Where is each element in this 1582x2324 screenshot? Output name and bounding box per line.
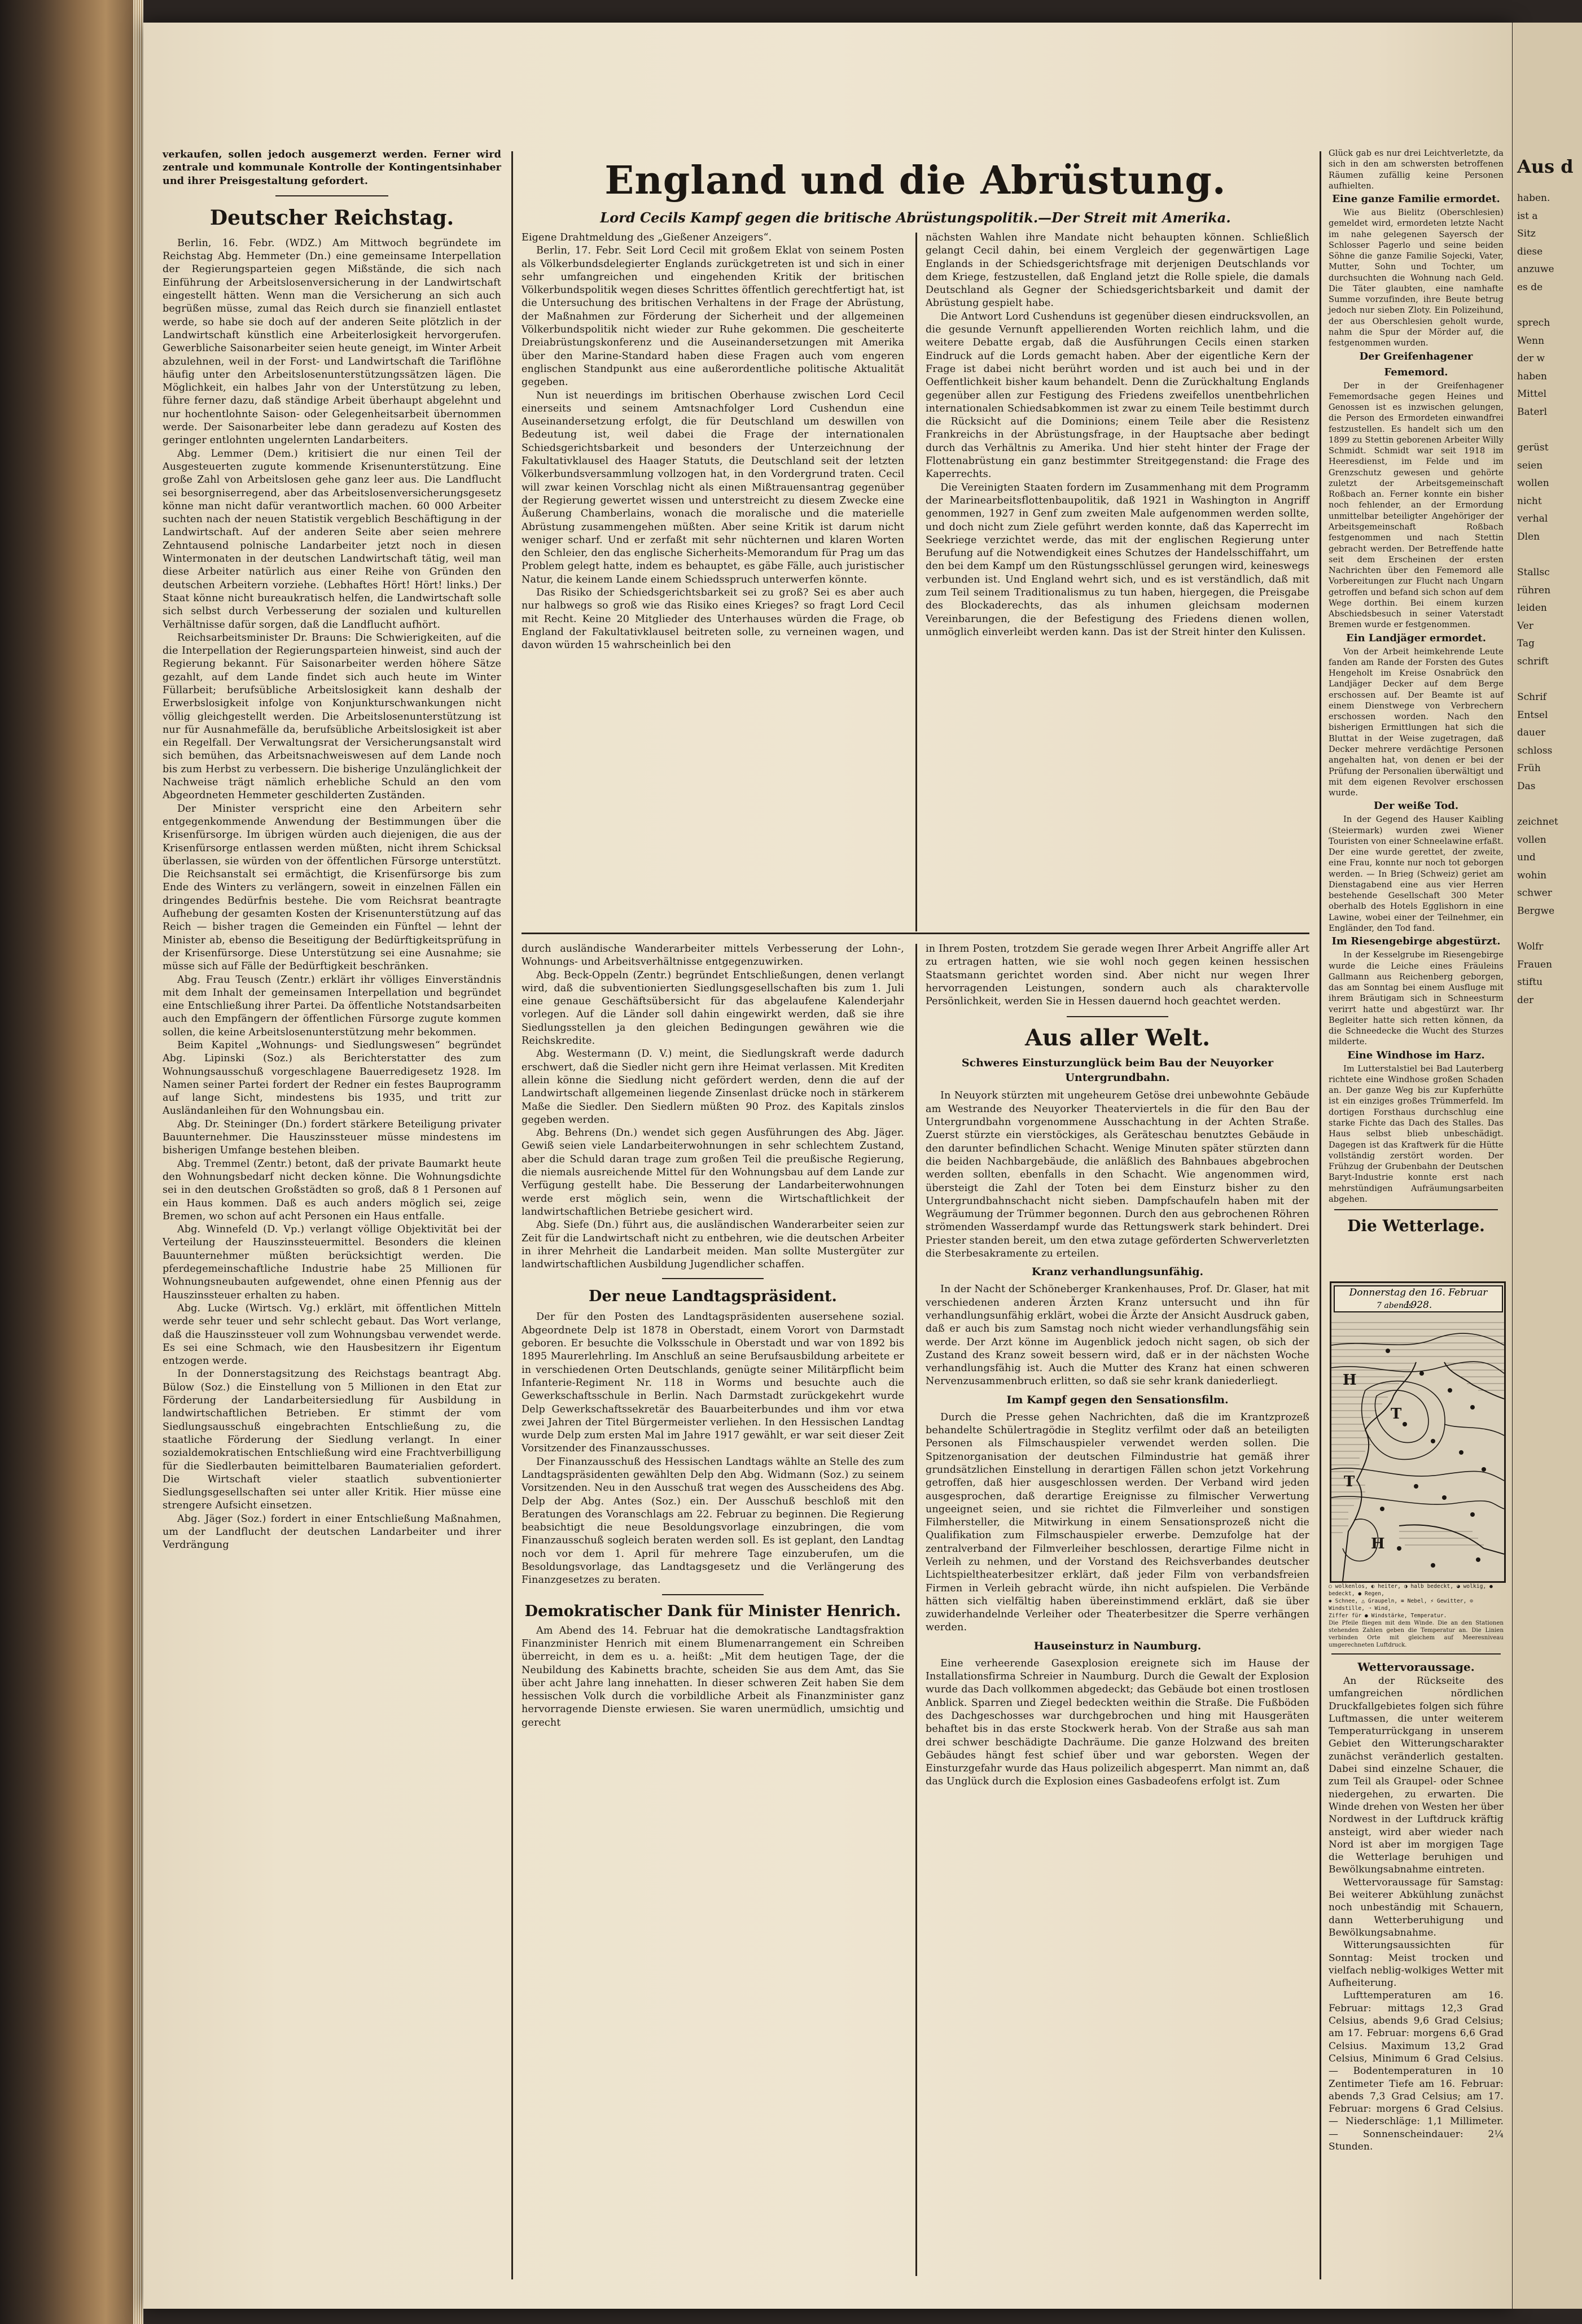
adjacent-fragment: Tag: [1517, 638, 1535, 649]
legend-line-4: Die Pfeile fliegen mit dem Winde. Die an den Stationen stehenden Zahlen geben die Temperatur an. Die Linien verbinden Orte mit gleichem auf Meeresniveau umgerechneten Luftdruck.: [1329, 1620, 1504, 1648]
legend-line-2: ✱ Schnee, △ Graupeln, ≡ Nebel, ⚡ Gewitter, ⊙ Windstille, ➝ Wind,: [1329, 1598, 1474, 1612]
adjacent-fragment: nicht: [1517, 495, 1542, 507]
adjacent-fragment: seien: [1517, 459, 1543, 471]
welt-paragraph: In Neuyork stürzten mit ungeheurem Getöse drei unbewohnte Gebäude am Westrande des Neuyorker Theaterviertels in die für den Bau der Untergrundbahn vorgenommene Ausschachtung in der Achten Straße. Zuerst stürzte ein vierstöckiges, als Geräteschau benutztes Gebäude in den darunter befindlichen Schacht. Wenige Minuten später stürzten dann die beiden Nachbargebäude, die anläßlich des Bahnbaues abgebrochen werden sollten, ebenfalls in den Schacht. Wie angenommen wird, übersteigt die Zahl der Toten bei dem Einsturz bisher zu den Untergrundbahnschacht nicht sieben. Dampfschaufeln haben mit der Wegräumung der Trümmer begonnen. Durch den aus gebrochenen Röhren strömenden Wasserdampf wurde das Rettungswerk stark behindert. Drei Priester standen bereit, um den etwa zutage geförderten Schwerverletzten die Sterbesakramente zu erteilen.: [926, 1090, 1309, 1260]
adjacent-fragment: leiden: [1517, 602, 1547, 614]
adjacent-fragment: haben.: [1517, 192, 1550, 204]
adjacent-page: [1513, 23, 1582, 2309]
reichstag-paragraph: Reichsarbeitsminister Dr. Brauns: Die Schwierigkeiten, auf die die Interpellation der Regierungsparteien hinweist, sind auch der Regierung bekannt. Für Saisonarbeiter werden höhere Sätze gezahlt, auf dem Lande findet sich auch heute im Winter Füllarbeit; berufsübliche Arbeitslosigkeit kann deshalb der Erwerbslosigkeit infolge von Konjunkturschwankungen nicht völlig gleichgestellt werden. Die Arbeitslosenunterstützung ist nur für Ausnahmefälle da, berufsübliche Arbeitslosigkeit ist aber ein Regelfall. Der Verwaltungsrat der Versicherungsanstalt wird sich bemühen, das Arbeitsnachweiswesen auf dem Lande noch bis zum Herbst zu verbessern. Die bisherige Unzulänglichkeit der Nachweise trägt nämlich erhebliche Schuld an den vom Abgeordneten Hemmeter geschilderten Zuständen.: [163, 632, 501, 802]
forecast-temperatures: Lufttemperaturen am 16. Februar: mittags 12,3 Grad Celsius, abends 9,6 Grad Celsius; am 17. Februar: morgens 6,6 Grad Celsius. Maximum 13,2 Grad Celsius, Minimum 6 Grad Celsius. — Bodentemperaturen in 10 Zentimeter Tiefe am 16. Februar: abends 7,3 Grad Celsius; am 17. Februar: morgens 6 Grad Celsius. — Niederschläge: 1,1 Millimeter. — Sonnenscheindauer: 2¼ Stunden.: [1329, 1990, 1504, 2152]
mid-paragraph: Abg. Behrens (Dn.) wendet sich gegen Ausführungen des Abg. Jäger. Gewiß seien viele Landarbeiterwohnungen in sehr schlechtem Zustand, aber die Schuld daran trage zum großen Teil die preußische Regierung, die niemals ausreichende Mittel für den Wohnungsbau auf dem Lande zur Verfügung gestellt habe. Die Besserung der Landarbeiterwohnungen werde erst möglich sein, wenn die Wirtschaftlichkeit der landwirtschaftlichen Betriebe gesichert wird.: [522, 1127, 904, 1218]
adjacent-fragment: dauer: [1517, 727, 1546, 738]
adjacent-fragment: anzuwe: [1517, 264, 1554, 275]
sensation-heading: Im Kampf gegen den Sensationsfilm.: [1006, 1393, 1229, 1406]
adjacent-fragment: Das: [1517, 780, 1536, 792]
landjaeger-paragraph: Von der Arbeit heimkehrende Leute fanden am Rande der Forsten des Gutes Hengeholt im Kreise Osnabrück den Landjäger Decker auf dem Berge erschossen auf. Der Beamte ist auf einem Dienstwege von Verbrechern erschossen worden. Nach den bisherigen Ermittlungen hat sich die Bluttat in der Weise zugetragen, daß Decker mehrere verdächtige Personen angehalten hat, von denen er bei der Prüfung der Personalien überwältigt und mit dem eigenen Revolver erschossen wurde.: [1329, 646, 1504, 798]
adjacent-fragment: wohin: [1517, 869, 1547, 881]
reichstag-paragraph: Abg. Tremmel (Zentr.) betont, daß der private Baumarkt heute den Wohnungsbedarf nicht decken könne. Die Wohnungsdichte sei in den deutschen Großstädten so groß, daß 8 1 Personen auf ein Haus kommen. Daß es auch anders möglich sei, zeige Bremen, wo schon auf acht Personen ein Haus entfalle.: [163, 1158, 501, 1222]
adjacent-fragment: und: [1517, 852, 1536, 863]
cecil-article-col-b: [926, 231, 1309, 639]
feme-heading: Der Greifenhagener Fememord.: [1359, 350, 1473, 378]
mid-col-a: [522, 943, 904, 1730]
adjacent-fragment: Baterl: [1517, 406, 1548, 418]
left-column: [163, 148, 501, 1552]
legend-line-3: Ziffer für ● Windstärke, Temperatur.: [1329, 1613, 1447, 1619]
naumburg-heading: Hauseinsturz in Naumburg.: [1033, 1639, 1202, 1652]
adjacent-fragment: zeichnet: [1517, 816, 1558, 828]
adjacent-fragment: rühren: [1517, 584, 1551, 596]
riesen-heading: Im Riesengebirge abgestürzt.: [1331, 935, 1501, 948]
adjacent-fragment: es de: [1517, 281, 1543, 293]
cecil-article-col-a: [522, 231, 904, 653]
reichstag-paragraph: Beim Kapitel „Wohnungs- und Siedlungswesen“ begründet Abg. Lipinski (Soz.) als Berichterstatter des zum Wohnungsausschuß vorgeschlagene Bauerredigesetz 1928. Im Namen seiner Partei fordert der Redner ein festes Bauprogramm auf lange Sicht, mindestens bis 1935, und tritt zur Ausländanleihen für den Wohnungsbau ein.: [163, 1040, 501, 1117]
adjacent-fragment: gerüst: [1517, 442, 1549, 453]
cecil-paragraph: Nun ist neuerdings im britischen Oberhause zwischen Lord Cecil einerseits und seinem Amtsnachfolger Lord Cushendun eine Auseinandersetzung erfolgt, die für Deutschland um deswillen von Bedeutung ist, weil dabei die Frage der internationalen Schiedsgerichtsbarkeit und besonders der Unterzeichnung der Fakultativklausel des Haager Statuts, die Deutschland seit der letzten Völkerbundsversammlung vollzogen hat, in den Vordergrund traten. Cecil will zwar keinen Vorschlag nicht als einen Mißtrauensantrag gegenüber der Regierung gewertet wissen und unterstreicht zu diesem Zwecke eine Äußerung Chamberlains, wonach die moralische und die materielle Abrüstung zusammengehen müßten. Aber seine Kritik ist darum nicht weniger scharf. Und er zerfaßt mit sehr nüchternen und klaren Worten den Schleier, den das englische Sicherheits-Memorandum für Prag um das Problem gelegt hatte, indem es behauptet, es gäbe Fälle, auch juristischer Natur, die keinem Lande einem Schiedsspruch unterwerfen könnte.: [522, 389, 904, 585]
reichstag-paragraph: In der Donnerstagsitzung des Reichstags beantragt Abg. Bülow (Soz.) die Einstellung von 5 Millionen in den Etat zur Förderung der Landarbeitersiedlung für Ausbildung in landwirtschaftlichen Betrieben. Er stimmt der vom Siedlungsausschuß eingebrachten Entschließung zu, die staatliche Förderung der Siedlung verlangt. In einer sozialdemokratischen Entschließung wird eine Frachtverbilligung für die Siedlerbauten beimittelbaren Baumaterialien gefordert. Die Wirtschaft vieler staatlich subventionierter Siedlungsgesellschaften sei unter aller Kritik. Hier müsse eine strengere Aufsicht einsetzen.: [163, 1368, 501, 1512]
adjacent-fragment: Mittel: [1517, 388, 1547, 400]
landtag-paragraph: Der Finanzausschuß des Hessischen Landtags wählte an Stelle des zum Landtagspräsidenten gewählten Delp den Abg. Widmann (Soz.) zu seinem Vorsitzenden. Neu in den Ausschuß trat wegen des Ausscheidens des Abg. Delp der Abg. Antes (Soz.) ein. Der Ausschuß beschloß mit den Beratungen des Voranschlags am 22. Februar zu beginnen. Die Regierung beabsichtigt die neue Besoldungsvorlage einzubringen, die vom Finanzausschuß sogleich beraten werden soll. Es ist geplant, den Landtag noch vor dem 1. April für mehrere Tage einzuberufen, um die Besoldungsvorlage, das Landtagsgesetz und die Verlängerung des Finanzgesetzes zu beraten.: [522, 1456, 904, 1586]
weather-legend: [1329, 1583, 1504, 2153]
reichstag-paragraph: Der Minister verspricht eine den Arbeitern sehr entgegenkommende Anwendung der Bestimmungen über die Krisenfürsorge. Im übrigen würden auch diejenigen, die aus der Krisenfürsorge entlassen werden müßten, nicht ihrem Schicksal überlassen, sie würden von der öffentlichen Fürsorge unterstützt. Die Reichsanstalt sei ermächtigt, die Krisenfürsorge bis zum Ende des Winters zu verlängern, soweit in einzelnen Fällen ein dringendes Bedürfnis bestehe. Die vom Reichsrat beantragte Aufhebung der gesamten Kosten der Krisenunterstützung auf das Reich — bisher tragen die Gemeinden ein Fünftel — lehnt der Minister ab, ebenso die Beseitigung der Bedürftigkeitsprüfung in der Krisenfürsorge. Diese Unterstützung sei eine Ausnahme; sie müsse sich auf Fälle der Bedürftigkeit beschränken.: [163, 803, 501, 973]
adjacent-fragment: ist a: [1517, 210, 1538, 222]
weather-map-drawing: [1331, 1283, 1504, 1581]
reichstag-article: [163, 237, 501, 1552]
cecil-paragraph: Berlin, 17. Febr. Seit Lord Cecil mit großem Eklat von seinem Posten als Völkerbundsdelegierter Englands zurückgetreten ist und sich in einer sehr umfangreichen und eingehenden Kritik der britischen Völkerbundspolitik wegen dieses Schrittes öffentlich gerechtfertigt hat, ist die Untersuchung des britischen Verhaltens in der Frage der Abrüstung, der Maßnahmen zur Förderung der Sicherheit und der allgemeinen Völkerbundspolitik nicht wieder zur Ruhe gekommen. Die gescheiterte Dreiabrüstungskonferenz und die Auseinandersetzungen mit Amerika über den Marine-Standard haben diese Fragen auch vom engeren englischen Standpunkt aus eine außerordentliche politische Aktualität gegeben.: [522, 245, 904, 388]
svg-text:H: H: [1371, 1535, 1385, 1552]
forecast-saturday: Wettervoraussage für Samstag: Bei weiterer Abkühlung zunächst noch unbeständig mit Schauern, dann Wetterberuhigung und Bewölkungsabnahme.: [1329, 1876, 1504, 1938]
reichstag-paragraph: Abg. Dr. Steininger (Dn.) fordert stärkere Beteiligung privater Bauunternehmer. Die Hauszinssteuer müsse mindestens im bisherigen Umfange bestehen bleiben.: [163, 1118, 501, 1157]
mid-col-c: [926, 943, 1309, 1789]
adjacent-fragment: Ver: [1517, 620, 1533, 632]
mid-paragraph: Abg. Westermann (D. V.) meint, die Siedlungskraft werde dadurch erschwert, daß die Siedler nicht gern ihre Heimat verlassen. Mit Krediten allein könne die Siedlung nicht gefördert werden, denn die auf der Landwirtschaft allgemeinen liegende Zinsenlast drücke noch in stärkerem Maße die Siedler. Den Siedlern müßten 90 Proz. des Kapitals zinslos gegeben werden.: [522, 1048, 904, 1126]
adjacent-fragment: wollen: [1517, 478, 1549, 489]
adjacent-fragment: schrift: [1517, 655, 1549, 667]
right-top-paragraph: Glück gab es nur drei Leichtverletzte, da sich in den am schwersten betroffenen Räumen zufällig keine Personen aufhielten.: [1329, 148, 1504, 191]
landjaeger-heading: Ein Landjäger ermordet.: [1346, 632, 1486, 644]
harz-paragraph: Im Lutterstalstiel bei Bad Lauterberg richtete eine Windhose großen Schaden an. Der ganze Weg bis zur Kupferhütte ist ein einziges großes Trümmerfeld. Im dortigen Forsthaus durchschlug eine starke Fichte das Dach des Stalles. Das Haus selbst blieb unbeschädigt. Dagegen ist das Kraftwerk für die Hütte vollständig zerstört worden. Der Frühzug der Grubenbahn der Deutschen Baryt-Industrie konnte erst nach mehrstündigen Aufräumungsarbeiten abgehen.: [1329, 1063, 1504, 1204]
cecil-paragraph: Die Antwort Lord Cushenduns ist gegenüber diesen eindrucksvollen, an die gesunde Vernunft appellierenden Worten reichlich lahm, und die weitere Debatte ergab, daß die Ausführungen Cecils einen starken Eindruck auf die Lords gemacht haben. Aber der eigentliche Kern der Frage ist dabei nicht berührt worden und ist auch bei und in der Oeffentlichkeit bisher kaum behandelt. Denn die Zurückhaltung Englands gegenüber allen zur Festigung des Friedens zweifellos unentbehrlichen internationalen Schiedsabkommen ist zwar zu einem Teile bestimmt durch die Rücksicht auf die Dominions; einem Teile aber die Resistenz Frankreichs in der Abrüstungsfrage, in der Hauptsache aber bedingt durch das Verhältnis zu Amerika. Und hier steht hinter der Frage der Flottenabrüstung ein ganz bestimmter Streitgegenstand: die Frage des Kaperrechts.: [926, 310, 1309, 480]
svg-text:H: H: [1343, 1372, 1357, 1389]
adjacent-fragment: Schrif: [1517, 691, 1546, 703]
riesen-paragraph: In der Kesselgrube im Riesengebirge wurde die Leiche eines Fräuleins Gallmann aus Reichenberg geborgen, das am Sonntag bei einem Ausfluge mit ihrem Bräutigam sich in Schneesturm verirrt hatte und abgestürzt war. Ihr Begleiter hatte sich retten können, da die Schneedecke die Wucht des Sturzes milderte.: [1329, 950, 1504, 1047]
reichstag-paragraph: Abg. Lucke (Wirtsch. Vg.) erklärt, mit öffentlichen Mitteln werde sehr teuer und sehr schlecht gebaut. Das Wort verlange, daß die Hauszinssteuer voll zum Wohnungsbau verwendet werde. Es sei eine Schmach, wie den Hausbesitzern ihr Eigentum entzogen werde.: [163, 1302, 501, 1367]
cecil-paragraph: Das Risiko der Schiedsgerichtsbarkeit sei zu groß? Sei es aber auch nur halbwegs so groß wie das Risiko eines Krieges? so fragt Lord Cecil mit Recht. Keine 20 Mitglieder des Unterhauses würden die Frage, ob England der Fakultativklausel beitreten solle, zu verneinen wagen, und davon würden 15 wahrscheinlich bei den: [522, 587, 904, 651]
book-binding: [0, 0, 141, 2324]
map-subtitle: 7 abends: [1377, 1301, 1413, 1310]
reichstag-paragraph: Abg. Lemmer (Dem.) kritisiert die nur einen Teil der Ausgesteuerten zugute kommende Krisenunterstützung. Eine große Zahl von Arbeitslosen gehe ganz leer aus. Die Landflucht sei besorgniserregend, aber das Arbeitslosenversicherungsgesetz könne man nicht dafür verantwortlich machen. 60 000 Arbeiter suchten nach der neuen Statistik vergeblich Beschäftigung in der Landwirtschaft. Auf der anderen Seite aber seien mehrere Zehntausend polnische Landarbeiter jetzt noch in diesen Wintermonaten in der deutschen Landwirtschaft tätig, weil man diese Arbeiter natürlich aus einer Reihe von Gründen den deutschen Arbeitern vorziehe. (Lebhaftes Hört! Hört! links.) Der Staat könne nicht bureaukratisch helfen, die Landwirtschaft solle sich selbst durch Verbesserung der sozialen und kulturellen Verhältnisse dafür sorgen, daß die Landflucht aufhört.: [163, 448, 501, 631]
cecil-paragraph: nächsten Wahlen ihre Mandate nicht behaupten können. Schließlich gelangt Cecil dahin, bei einem Vergleich der gegenwärtigen Lage Englands in der Schiedsgerichtsfrage mit derjenigen Deutschlands vor dem Kriege, festzustellen, daß England jetzt die Rolle spiele, die damals Deutschland als Gegner der Schiedsgerichtsbarkeit und damit der Abrüstung gespielt habe.: [926, 232, 1309, 309]
main-subheadline: Lord Cecils Kampf gegen die britische Abrüstungspolitik.—Der Streit mit Amerika.: [600, 209, 1231, 226]
forecast-heading: Wettervoraussage.: [1357, 1660, 1475, 1674]
adjacent-fragment: schloss: [1517, 745, 1553, 756]
adjacent-fragment: stiftu: [1517, 977, 1543, 988]
adjacent-fragment: Entsel: [1517, 709, 1548, 721]
adjacent-fragment: Sitz: [1517, 228, 1536, 239]
adjacent-fragment: vollen: [1517, 834, 1546, 846]
newspaper-page: [143, 23, 1512, 2309]
intro-paragraph: verkaufen, sollen jedoch ausgemerzt werden. Ferner wird zentrale und kommunale Kontrolle der Kontingentsinhaber und ihrer Preisgestaltung gefordert.: [163, 148, 501, 187]
adjacent-fragment: Stallsc: [1517, 567, 1550, 578]
cecil-paragraph: Eigene Drahtmeldung des „Gießener Anzeigers“.: [522, 232, 772, 243]
mid-paragraph: Abg. Beck-Oppeln (Zentr.) begründet Entschließungen, denen verlangt wird, daß die subventionierten Siedlungsgesellschaften bis zum 1. Juli eine genaue Geschäftsübersicht für das abgelaufene Kalenderjahr vorlegen. Auf die Länder soll dahin eingewirkt werden, daß sie ihre Siedlungsstellen ja den gleichen Bedingungen gewähren wie die Reichskredite.: [522, 969, 904, 1047]
adjacent-fragment: der w: [1517, 353, 1545, 364]
weather-heading: Die Wetterlage.: [1347, 1216, 1485, 1236]
adjacent-fragment: sprech: [1517, 317, 1550, 329]
feme-paragraph: Der in der Greifenhagener Fememordsache gegen Heines und Genossen ist es inzwischen gelungen, die Person des Ermordeten einwandfrei festzustellen. Es handelt sich um den 1899 zu Stettin geborenen Arbeiter Willy Schmidt. Schmidt war seit 1918 im Heeresdienst, im Felde und im Grenzschutz gewesen und gehörte zuletzt der Arbeitsgemeinschaft Roßbach an. Ferner konnte ein bisher noch fehlender, an der Ermordung unmittelbar beteiligter Angehöriger der Arbeitsgemeinschaft Roßbach festgenommen und nach Stettin gebracht werden. Der Betreffende hatte seit dem Erscheinen der ersten Nachrichten über den Fememord alle Vorbereitungen zur Flucht nach Ungarn getroffen und befand sich schon auf dem Wege dorthin. Bei einem kurzen Abschiedsbesuch in seiner Vaterstadt Bremen wurde er festgenommen.: [1329, 380, 1504, 630]
adjacent-fragment: verhal: [1517, 513, 1548, 524]
adjacent-fragment: Dlen: [1517, 531, 1540, 542]
cecil-paragraph: Die Vereinigten Staaten fordern im Zusammenhang mit dem Programm der Marinearbeitsflottenbaupolitik, daß 1921 in Washington in Angriff genommen, 1927 in Genf zum zweiten Male aufgenommen werden sollte, und doch nicht zum Ziele geführt werden konnte, daß das Kaperrecht im Seekriege verzichtet werde, das mit der englischen Regierung unter Berufung auf die Notwendigkeit eines Schutzes der Handelsschiffahrt, um den bei dem Kampf um den Rüstungsschlüssel gerungen wird, keineswegs verbunden ist. Und England wehrt sich, und es ist verständlich, daß mit zum Teil seinem Traditionalismus zu tun haben, hiergegen, die Preisgabe des Blockaderechts, das als inhumen gleichsam modernen Vereinbarungen, die der Befestigung des Friedens dienen wollen, unmöglich einverleibt werden kann. Das ist der Streit hinter den Kulissen.: [926, 482, 1309, 638]
family-heading: Eine ganze Familie ermordet.: [1332, 193, 1500, 205]
main-headline: England und die Abrüstung.: [604, 158, 1226, 203]
adjacent-fragment: Früh: [1517, 763, 1541, 774]
henrich-heading: Demokratischer Dank für Minister Henrich.: [524, 1602, 901, 1620]
adjacent-fragment: Frauen: [1517, 959, 1553, 970]
reichstag-paragraph: Abg. Frau Teusch (Zentr.) erklärt ihr völliges Einverständnis mit dem Inhalt der gemeinsamen Interpellation und begründet eine Entschließung ihrer Partei. Da öffentliche Notstandsarbeiten auch den Empfängern der öffentlichen Fürsorge zugute kommen sollen, die keine Arbeitslosenunterstützung mehr bekommen.: [163, 974, 501, 1038]
adjacent-fragment: Wenn: [1517, 335, 1545, 347]
adjacent-fragment: der: [1517, 994, 1534, 1006]
adjacent-fragment: Bergwe: [1517, 905, 1555, 917]
mid-paragraph: in Ihrem Posten, trotzdem Sie gerade wegen Ihrer Arbeit Angriffe aller Art zu ertragen hatten, wie sie wohl noch gegen keinen hessischen Staatsmann gerichtet worden sind. Aber nicht nur wegen Ihrer hervorragenden Leistungen, sondern auch als charaktervolle Persönlichkeit, werden Sie in Hessen dauernd hoch geachtet werden.: [926, 943, 1309, 1008]
forecast-paragraph: An der Rückseite des umfangreichen nördlichen Druckfallgebietes folgen sich führe Luftmassen, die unter weiterem Temperaturrückgang in unserem Gebiet den Witterungscharakter zunächst veränderlich gestalten. Dabei sind einzelne Schauer, die zum Teil als Graupel- oder Schnee niedergehen, zu erwarten. Die Winde drehen von Westen her über Nordwest in der Luftdruck kräftig ansteigt, wird aber wieder nach Nord ist aber im morgigen Tage die Wetterlage beruhigen und Bewölkungsabnahme eintreten.: [1329, 1675, 1504, 1876]
family-paragraph: Wie aus Bielitz (Oberschlesien) gemeldet wird, ermordeten letzte Nacht im nahe gelegenen Sayersch der Schlosser Pagerlo und seine beiden Söhne die ganze Familie Sojecki, Vater, Mutter, Sohn und Tochter, um durchsuchten die Wohnung nach Geld. Die Täter glaubten, eine namhafte Summe vorzufinden, ihre Beute betrug jedoch nur sieben Zloty. Ein Polizeihund, der aus Oberschlesien geholt wurde, nahm die Spur der Mörder auf, die festgenommen wurden.: [1329, 208, 1504, 348]
henrich-paragraph: Am Abend des 14. Februar hat die demokratische Landtagsfraktion Finanzminister Henrich mit einem Blumenarrangement ein Schreiben überreicht, in dem es u. a. heißt: „Mit dem heutigen Tage, der die Neubildung des Kabinetts brachte, scheiden Sie aus dem Amt, das Sie über acht Jahre lang innehatten. In dieser schweren Zeit haben Sie dem hessischen Volk durch die vorbildliche Arbeit als Finanzminister ganz hervorragende Dienste erwiesen. Sie waren unermüdlich, umsichtig und gerecht: [522, 1625, 904, 1728]
reichstag-paragraph: Berlin, 16. Febr. (WDZ.) Am Mittwoch begründete im Reichstag Abg. Hemmeter (Dn.) eine gemeinsame Interpellation der Regierungsparteien gegen Mißstände, die sich nach Einführung der Arbeitslosenversicherung in der Landwirtschaft eingestellt hätten. Wenn man die Versicherung an sich auch begrüßen müsse, zumal das Reich durch sie finanziell entlastet werde, so habe sie doch auf der anderen Seite plötzlich in der Landwirtschaft künstlich eine Arbeiterlosigkeit hervorgerufen. Gewerbliche Saisonarbeiter seien heute geneigt, im Winter Arbeit abzulehnen, weil in der Forst- und Landwirtschaft die Tariflöhne häufig unter den Arbeitslosenunterstützungssätzen lägen. Die Möglichkeit, ein halbes Jahr von der Unterstützung zu leben, führe ferner dazu, daß ständige Arbeit überhaupt abgelehnt und nur hochentlohnte Saison- oder Gelegenheitsarbeit übernommen werde. Der Saisonarbeiter lebe dann geradezu auf Kosten des geringer entlohnten ungelernten Landarbeiters.: [163, 237, 501, 447]
mid-paragraph: Abg. Siefe (Dn.) führt aus, die ausländischen Wanderarbeiter seien zur Zeit für die Landwirtschaft nicht zu entbehren, wie die deutschen Arbeiter in ihrer Mehrheit die Landarbeit meiden. Man sollte Mustergüter zur landwirtschaftlichen Ausbildung Jugendlicher schaffen.: [522, 1219, 904, 1271]
tod-heading: Der weiße Tod.: [1373, 800, 1459, 812]
mid-paragraph: durch ausländische Wanderarbeiter mittels Verbesserung der Lohn-, Wohnungs- und Arbeitsverhältnisse entgegenzuwirken.: [522, 943, 904, 968]
forecast-sunday: Witterungsaussichten für Sonntag: Meist trocken und vielfach neblig-wolkiges Wetter mit Aufheiterung.: [1329, 1940, 1504, 1989]
welt-subheading: Schweres Einsturzunglück beim Bau der Neuyorker Untergrundbahn.: [961, 1057, 1274, 1084]
reichstag-heading: Deutscher Reichstag.: [209, 205, 454, 230]
page-stack-edge: [133, 0, 143, 2324]
adjacent-fragment: schwer: [1517, 887, 1552, 899]
adjacent-fragment: Wolfr: [1517, 941, 1544, 952]
landtag-heading: Der neue Landtagspräsident.: [589, 1288, 837, 1306]
weather-map: [1330, 1281, 1506, 1583]
reichstag-paragraph: Abg. Jäger (Soz.) fordert in einer Entschließung Maßnahmen, um der Landflucht der deutschen Landarbeiter und ihrer Verdrängung: [163, 1513, 501, 1551]
welt-heading: Aus aller Welt.: [1024, 1025, 1211, 1052]
sensation-paragraph: Durch die Presse gehen Nachrichten, daß die im Krantzprozeß behandelte Schülertragödie in Steglitz verfilmt oder daß an beteiligten Personen als Filmschauspieler verwendet werden sollen. Die Spitzenorganisation der deutschen Filmindustrie hat gemäß ihrer grundsätzlichen Einstellung in derartigen Fällen schon jetzt Vorkehrung getroffen, daß hier ausgeschlossen werden. Der Verband wird jeden ausgesprochen, daß derartige Ereignisse zu filmischer Verwertung ungeeignet seien, und sie richtet die Filmverleiher und sonstigen Filmhersteller, die Mitwirkung in einem Sensationsprozeß nicht die Qualifikation zum Filmschauspieler erwerbe. Demzufolge hat der zentralverband der Filmverleiher beschlossen, derartige Filme nicht in Verleih zu nehmen, und der Vorstand des Reichsverbandes deutscher Lichtspieltheaterbesitzer erklärt, daß jeder Film von verbandsfreien Firmen in Verleih gebracht würde, ihn nicht aufspielen. Die Verbände hätten sich vielfältig haben übereinstimmend erklärt, daß sie über zuwiderhandelnde Verleiher oder Theaterbesitzer die Sperre verhängen werden.: [926, 1411, 1309, 1634]
kranz-paragraph: In der Nacht der Schöneberger Krankenhauses, Prof. Dr. Glaser, hat mit verschiedenen anderen Ärzten Kranz untersucht und ihn für verhandlungsunfähig erklärt, wobei die Ärzte der Ansicht Ausdruck gaben, daß er auch bis zum Samstag noch nicht wieder verhandlungsfähig sein werde. Der Arzt könne im Augenblick jedoch nicht sagen, ob sich der Zustand des Kranz soweit bessern wird, daß er in der nächsten Woche verhandlungsfähig ist. Auch die Mutter des Kranz hat einen schweren Nervenzusammenbruch erlitten, so daß sie sehr krank daniederliegt.: [926, 1284, 1309, 1388]
naumburg-paragraph: Eine verheerende Gasexplosion ereignete sich im Hause der Installationsfirma Schreier in Naumburg. Durch die Gewalt der Explosion wurde das Dach vollkommen abgedeckt; das Gebäude bot einen trostlosen Anblick. Sparren und Ziegel bedeckten weithin die Straße. Die Fußböden des Dachgeschosses war durchgebrochen und hing mit Hausgeräten behaftet bis in das erste Stockwerk herab. Von der Straße aus sah man drei schwer beschädigte Dachräume. Die ganze Holzwand des breiten Gebäudes hängt fest schief über und war geborsten. Wegen der Einsturzgefahr wurde das Haus polizeilich abgesperrt. Man nimmt an, daß das Unglück durch die Explosion eines Gasbadeofens erfolgt ist. Zum: [926, 1657, 1309, 1788]
kranz-heading: Kranz verhandlungsunfähig.: [1031, 1266, 1204, 1279]
svg-text:T: T: [1344, 1473, 1355, 1490]
map-title: Donnerstag den 16. Februar 1928.: [1334, 1285, 1503, 1312]
tod-paragraph: In der Gegend des Hauser Kaibling (Steiermark) wurden zwei Wiener Touristen von einer Schneelawine erfaßt. Der eine wurde gerettet, der zweite, eine Frau, konnte nur noch tot geborgen werden. — In Brieg (Schweiz) geriet am Dienstagabend eine aus vier Herren bestehende Gesellschaft 300 Meter oberhalb des Hotels Egglishorn in eine Lawine, wobei einer der Teilnehmer, ein Engländer, den Tod fand.: [1329, 815, 1504, 933]
headline-block: [522, 154, 1309, 228]
adjacent-heading: Aus d: [1517, 156, 1574, 177]
svg-text:T: T: [1391, 1406, 1402, 1423]
adjacent-fragment: haben: [1517, 370, 1547, 382]
landtag-paragraph: Der für den Posten des Landtagspräsidenten ausersehene sozial. Abgeordnete Delp ist 1878 in Oberstadt, einem Vorort von Darmstadt geboren. Er besuchte die Volksschule in Oberstadt und war von 1892 bis 1895 Maurerlehrling. Im Anschluß an seine Berufsausbildung arbeitete er in verschiedenen Orten Deutschlands, genügte seiner Militärpflicht beim Infanterie-Regiment Nr. 118 in Worms und besuchte auch die Gewerkschaftsschule in Berlin. Nach Darmstadt zurückgekehrt wurde Delp Gewerkschaftssekretär des Bauarbeiterbundes und ihm vor etwa zwei Jahren der Titel Bürgermeister verliehen. In den Hessischen Landtag wurde Delp zum ersten Mal im Jahre 1917 gewählt, er war seit dieser Zeit Vorsitzender des Finanzausschusses.: [522, 1311, 904, 1455]
adjacent-fragment: diese: [1517, 246, 1543, 257]
harz-heading: Eine Windhose im Harz.: [1347, 1049, 1485, 1061]
legend-line-1: ○ wolkenlos, ◐ heiter, ◑ halb bedeckt, ◕ wolkig, ● bedeckt, ● Regen,: [1329, 1583, 1493, 1597]
right-column: [1329, 148, 1504, 1242]
reichstag-paragraph: Abg. Winnefeld (D. Vp.) verlangt völlige Objektivität bei der Verteilung der Hauszinssteuermittel. Besonders die kleinen Bauunternehmer müßten berücksichtigt werden. Die pferdegemeinschaftliche Industrie habe 25 Millionen für Wohnungsneubauten aufgewendet, ohne einen Pfennig aus der Hauszinssteuer erhalten zu haben.: [163, 1224, 501, 1301]
